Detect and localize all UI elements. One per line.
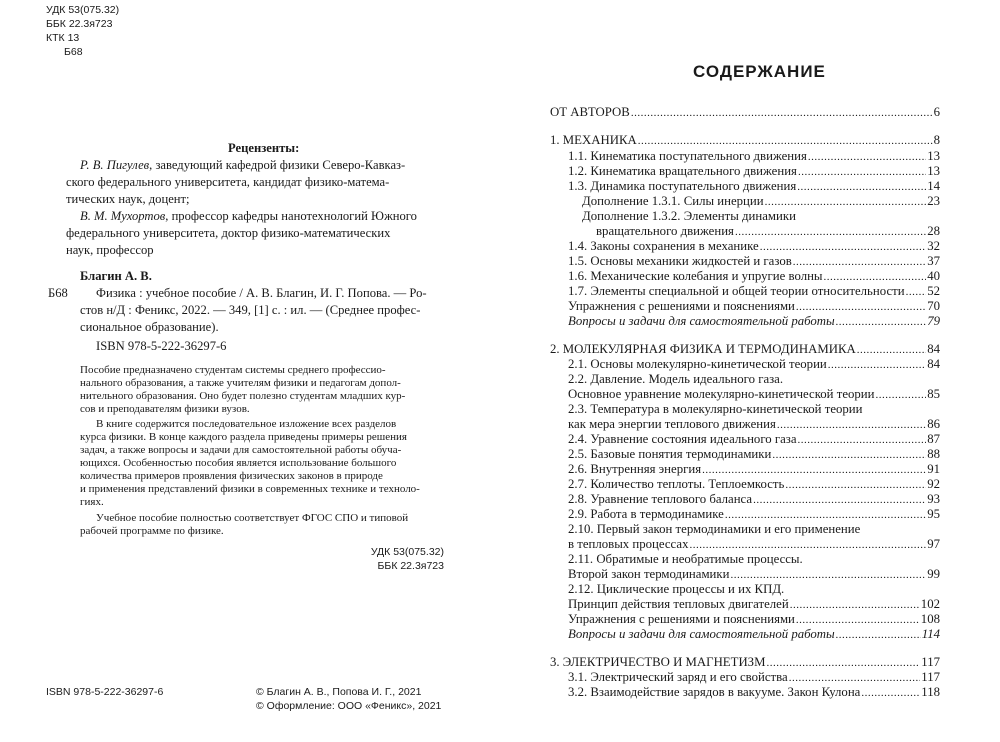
leader-dots	[808, 151, 926, 164]
reviewer-2: В. М. Мухортов, профессор кафедры нанотехнологий Южного	[80, 209, 417, 223]
toc-entry[interactable]: 2.5. Базовые понятия термодинамики ..... 88	[568, 447, 940, 462]
toc-entry[interactable]: 2.1. Основы молекулярно-кинетической теории ..... 84	[568, 357, 940, 372]
reviewer-2-line2: федерального университета, доктор физико-математических	[66, 226, 391, 240]
leader-dots	[798, 434, 927, 447]
annotation-line: сов и преподавателям физики вузов.	[80, 403, 250, 415]
leader-dots	[790, 599, 920, 612]
toc-entry[interactable]: 2.12. Циклические процессы и их КПД.	[568, 582, 785, 596]
toc-entry[interactable]: 2. МОЛЕКУЛЯРНАЯ ФИЗИКА И ТЕРМОДИНАМИКА ..... 84	[550, 342, 940, 357]
annotation-line: количества примеров проявления физических законов в природе	[80, 470, 383, 482]
toc-entry[interactable]: Дополнение 1.3.2. Элементы динамики	[582, 209, 796, 223]
reviewers-title: Рецензенты:	[228, 141, 300, 155]
leader-dots	[730, 569, 926, 582]
toc-entry[interactable]: 3. ЭЛЕКТРИЧЕСТВО И МАГНЕТИЗМ ..... 117	[550, 655, 940, 670]
leader-dots	[906, 286, 927, 299]
leader-dots	[797, 181, 926, 194]
toc-entry[interactable]: 2.9. Работа в термодинамике ..... 95	[568, 507, 940, 522]
toc-entry[interactable]: 1.5. Основы механики жидкостей и газов ..... 37	[568, 254, 940, 269]
toc-entry[interactable]: как мера энергии теплового движения ..... 86	[568, 417, 940, 432]
toc-entry[interactable]: Вопросы и задачи для самостоятельной работы ..... 114	[568, 627, 940, 642]
toc-title: СОДЕРЖАНИЕ	[693, 62, 826, 81]
leader-dots	[725, 509, 926, 522]
toc-entry[interactable]: в тепловых процессах ..... 97	[568, 537, 940, 552]
toc-entry[interactable]: 2.10. Первый закон термодинамики и его применение	[568, 522, 861, 536]
annotation-line: задач, а также вопросы и задачи для самостоятельной работы обуча-	[80, 444, 402, 456]
biblio-line1: Физика : учебное пособие / А. В. Благин, И. Г. Попова. — Ро-	[96, 286, 427, 300]
annotation-line: Учебное пособие полностью соответствует ФГОС СПО и типовой	[96, 512, 409, 524]
toc-entry[interactable]: 1.6. Механические колебания и упругие волны ..... 40	[568, 269, 940, 284]
leader-dots	[735, 226, 926, 239]
toc-entry[interactable]: 1.1. Кинематика поступательного движения ..... 13	[568, 149, 940, 164]
toc-entry[interactable]: 1.2. Кинематика вращательного движения ..... 13	[568, 164, 940, 179]
ktk-code: КТК 13	[46, 32, 80, 44]
copyright-design: © Оформление: ООО «Феникс», 2021	[256, 700, 442, 712]
biblio-line3: сиональное образование).	[80, 320, 219, 334]
toc-entry[interactable]: Принцип действия тепловых двигателей ..... 102	[568, 597, 940, 612]
leader-dots	[631, 107, 933, 120]
biblio-line2: стов н/Д : Феникс, 2022. — 349, [1] с. : ил. — (Среднее профес-	[80, 303, 421, 317]
leader-dots	[836, 316, 927, 329]
leader-dots	[828, 359, 926, 372]
leader-dots	[702, 464, 926, 477]
leader-dots	[766, 657, 920, 670]
leader-dots	[796, 614, 920, 627]
leader-dots	[836, 629, 921, 642]
right-page	[500, 0, 1000, 742]
udk-bottom: УДК 53(075.32)	[370, 546, 444, 558]
toc-entry[interactable]: 3.2. Взаимодействие зарядов в вакууме. Закон Кулона ..... 118	[568, 685, 940, 700]
leader-dots	[753, 494, 926, 507]
udk-code: УДК 53(075.32)	[46, 4, 120, 16]
leader-dots	[777, 419, 926, 432]
annotation-line: В книге содержится последовательное изложение всех разделов	[96, 418, 397, 430]
author-mark: Б68	[64, 46, 83, 58]
toc-entry[interactable]: 2.6. Внутренняя энергия ..... 91	[568, 462, 940, 477]
leader-dots	[857, 344, 926, 357]
reviewer-1-name: Р. В. Пигулев	[80, 158, 150, 172]
toc-entry[interactable]: 2.3. Температура в молекулярно-кинетической теории	[568, 402, 863, 416]
annotation-line: гиях.	[80, 496, 104, 508]
leader-dots	[798, 166, 926, 179]
isbn-main: ISBN 978-5-222-36297-6	[96, 339, 227, 353]
author-name: Благин А. В.	[80, 269, 152, 283]
leader-dots	[638, 135, 933, 148]
reviewer-2-line3: наук, профессор	[66, 243, 154, 257]
toc-entry[interactable]: Второй закон термодинамики ..... 99	[568, 567, 940, 582]
toc-entry[interactable]: Упражнения с решениями и пояснениями ..... 70	[568, 299, 940, 314]
isbn-bottom: ISBN 978-5-222-36297-6	[46, 686, 164, 698]
reviewer-1-line2: ского федерального университета, кандидат физико-матема-	[66, 175, 390, 189]
toc-entry[interactable]: вращательного движения ..... 28	[596, 224, 940, 239]
annotation-line: ющихся. Особенностью пособия является использование большого	[80, 457, 397, 469]
toc-entry[interactable]: ОТ АВТОРОВ ..... 6	[550, 105, 940, 120]
annotation-line: нального образования, а также учителям физики и педагогам допол-	[80, 377, 401, 389]
toc-entry[interactable]: Вопросы и задачи для самостоятельной работы ..... 79	[568, 314, 940, 329]
leader-dots	[876, 389, 927, 402]
leader-dots	[760, 241, 927, 254]
annotation-line: Пособие предназначено студентам системы среднего профессио-	[80, 364, 386, 376]
toc-entry[interactable]: 2.7. Количество теплоты. Теплоемкость ..... 92	[568, 477, 940, 492]
bbk-code: ББК 22.3я723	[46, 18, 113, 30]
toc-entry[interactable]: 3.1. Электрический заряд и его свойства ..... 117	[568, 670, 940, 685]
annotation-line: курса физики. В конце каждого раздела приведены примеры решения	[80, 431, 407, 443]
toc-entry[interactable]: Дополнение 1.3.1. Силы инерции ..... 23	[582, 194, 940, 209]
biblio-code: Б68	[48, 286, 68, 300]
bbk-bottom: ББК 22.3я723	[377, 560, 444, 572]
annotation-line: нительного образования. Оно будет полезно студентам младших кур-	[80, 390, 406, 402]
leader-dots	[789, 672, 921, 685]
leader-dots	[765, 196, 927, 209]
toc-entry[interactable]: 2.4. Уравнение состояния идеального газа ..... 87	[568, 432, 940, 447]
toc-entry[interactable]: Основное уравнение молекулярно-кинетической теории ..... 85	[568, 387, 940, 402]
toc-entry[interactable]: 2.2. Давление. Модель идеального газа.	[568, 372, 784, 386]
leader-dots	[689, 539, 926, 552]
leader-dots	[785, 479, 926, 492]
toc-entry[interactable]: 1.4. Законы сохранения в механике ..... 32	[568, 239, 940, 254]
toc-entry[interactable]: 1.3. Динамика поступательного движения ..... 14	[568, 179, 940, 194]
leader-dots	[793, 256, 926, 269]
reviewer-2-name: В. М. Мухортов	[80, 209, 166, 223]
toc-entry[interactable]: 2.8. Уравнение теплового баланса ..... 93	[568, 492, 940, 507]
reviewer-1: Р. В. Пигулев, заведующий кафедрой физики Северо-Кавказ-	[80, 158, 406, 172]
leader-dots	[796, 301, 926, 314]
toc-entry[interactable]: 1. МЕХАНИКА ..... 8	[550, 133, 940, 148]
toc-entry[interactable]: 1.7. Элементы специальной и общей теории относительности ..... 52	[568, 284, 940, 299]
leader-dots	[772, 449, 926, 462]
copyright-authors: © Благин А. В., Попова И. Г., 2021	[256, 686, 422, 698]
annotation-line: рабочей программе по физике.	[80, 525, 224, 537]
reviewer-1-line3: тических наук, доцент;	[66, 192, 190, 206]
leader-dots	[861, 687, 920, 700]
toc-entry[interactable]: 2.11. Обратимые и необратимые процессы.	[568, 552, 803, 566]
leader-dots	[824, 271, 927, 284]
annotation-line: и применения представлений физики в современных технике и техноло-	[80, 483, 420, 495]
toc-entry[interactable]: Упражнения с решениями и пояснениями ..... 108	[568, 612, 940, 627]
